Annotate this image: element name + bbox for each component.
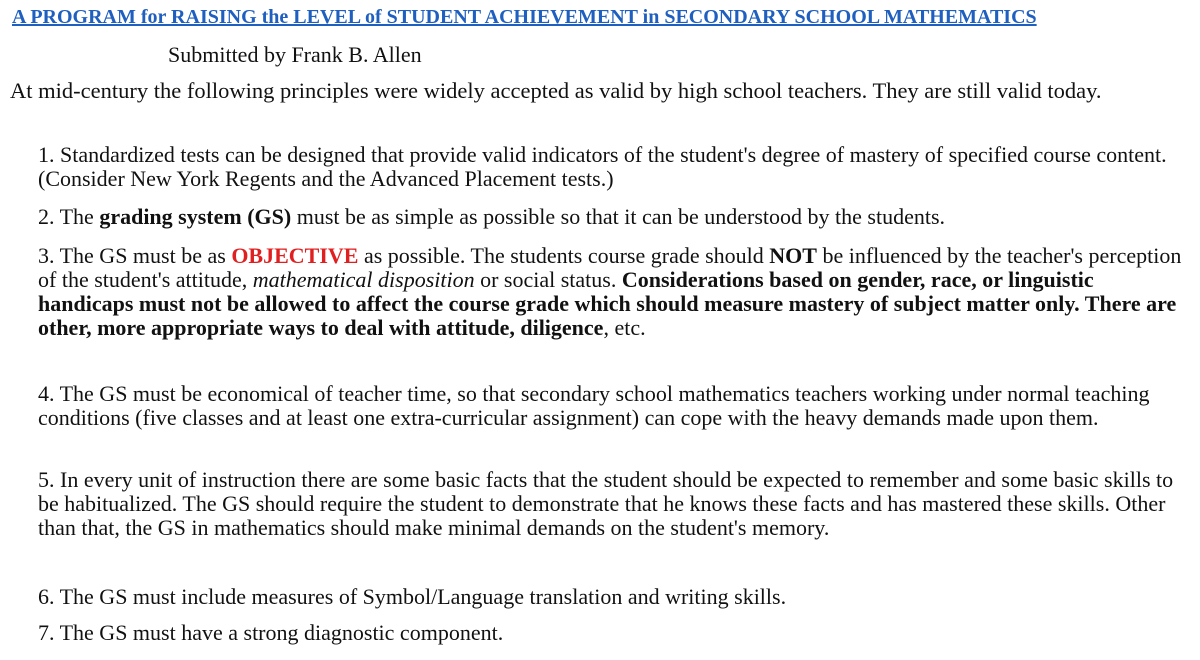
principle-3-text-d: or social status.: [474, 267, 622, 292]
principle-1: [38, 143, 1188, 191]
disposition-italic: mathematical disposition: [252, 267, 475, 292]
not-emphasis: NOT: [769, 243, 817, 268]
principle-3-text-b: as possible. The students course grade should: [358, 243, 770, 268]
principle-3: [38, 244, 1188, 340]
principle-6: [38, 585, 1188, 609]
principle-3-text-a: 3. The GS must be as: [38, 243, 232, 268]
considerations-bold: Considerations based on gender, race, or linguistic handicaps must not be allowed to affect the course grade which should measure mastery of subject matter only. There are other, more appropriate ways to deal with attitude, diligence: [38, 267, 1177, 340]
principle-3-text-c: be influenced by the teacher's perception of the student's attitude,: [38, 243, 1182, 292]
principle-4-text: 4. The GS must be economical of teacher time, so that secondary school mathematics teachers working under normal teaching conditions (five classes and at least one extra-curricular assignment) can cope with the heavy demands made upon them.: [38, 381, 1150, 430]
intro-paragraph: At mid-century the following principles were widely accepted as valid by high school teachers. They are still valid today.: [10, 78, 1102, 103]
objective-emphasis: OBJECTIVE: [231, 243, 359, 268]
principle-3-text-e: , etc.: [603, 315, 646, 340]
principle-5: [38, 468, 1188, 540]
principle-2-text-a: 2. The: [38, 204, 100, 229]
grading-system-term: grading system (GS): [99, 204, 292, 229]
principle-7: [38, 621, 1188, 645]
principle-7-text: 7. The GS must have a strong diagnostic component.: [38, 620, 504, 645]
principle-2-text-b: must be as simple as possible so that it can be understood by the students.: [291, 204, 946, 229]
principle-1-text: 1. Standardized tests can be designed that provide valid indicators of the student's degree of mastery of specified course content. (Consider New York Regents and the Advanced Placement tests.): [38, 142, 1167, 191]
author-byline: Submitted by Frank B. Allen: [168, 42, 422, 67]
principle-5-text: 5. In every unit of instruction there are some basic facts that the student should be expected to remember and some basic skills to be habitualized. The GS should require the student to demonstrate that he knows these facts and has mastered these skills. Other than that, the GS in mathematics should make minimal demands on the student's memory.: [38, 467, 1174, 540]
principle-4: [38, 382, 1188, 430]
document-title[interactable]: A PROGRAM for RAISING the LEVEL of STUDENT ACHIEVEMENT in SECONDARY SCHOOL MATHEMATICS: [12, 6, 1037, 28]
principle-6-text: 6. The GS must include measures of Symbol/Language translation and writing skills.: [38, 584, 787, 609]
principle-2: [38, 205, 1188, 229]
